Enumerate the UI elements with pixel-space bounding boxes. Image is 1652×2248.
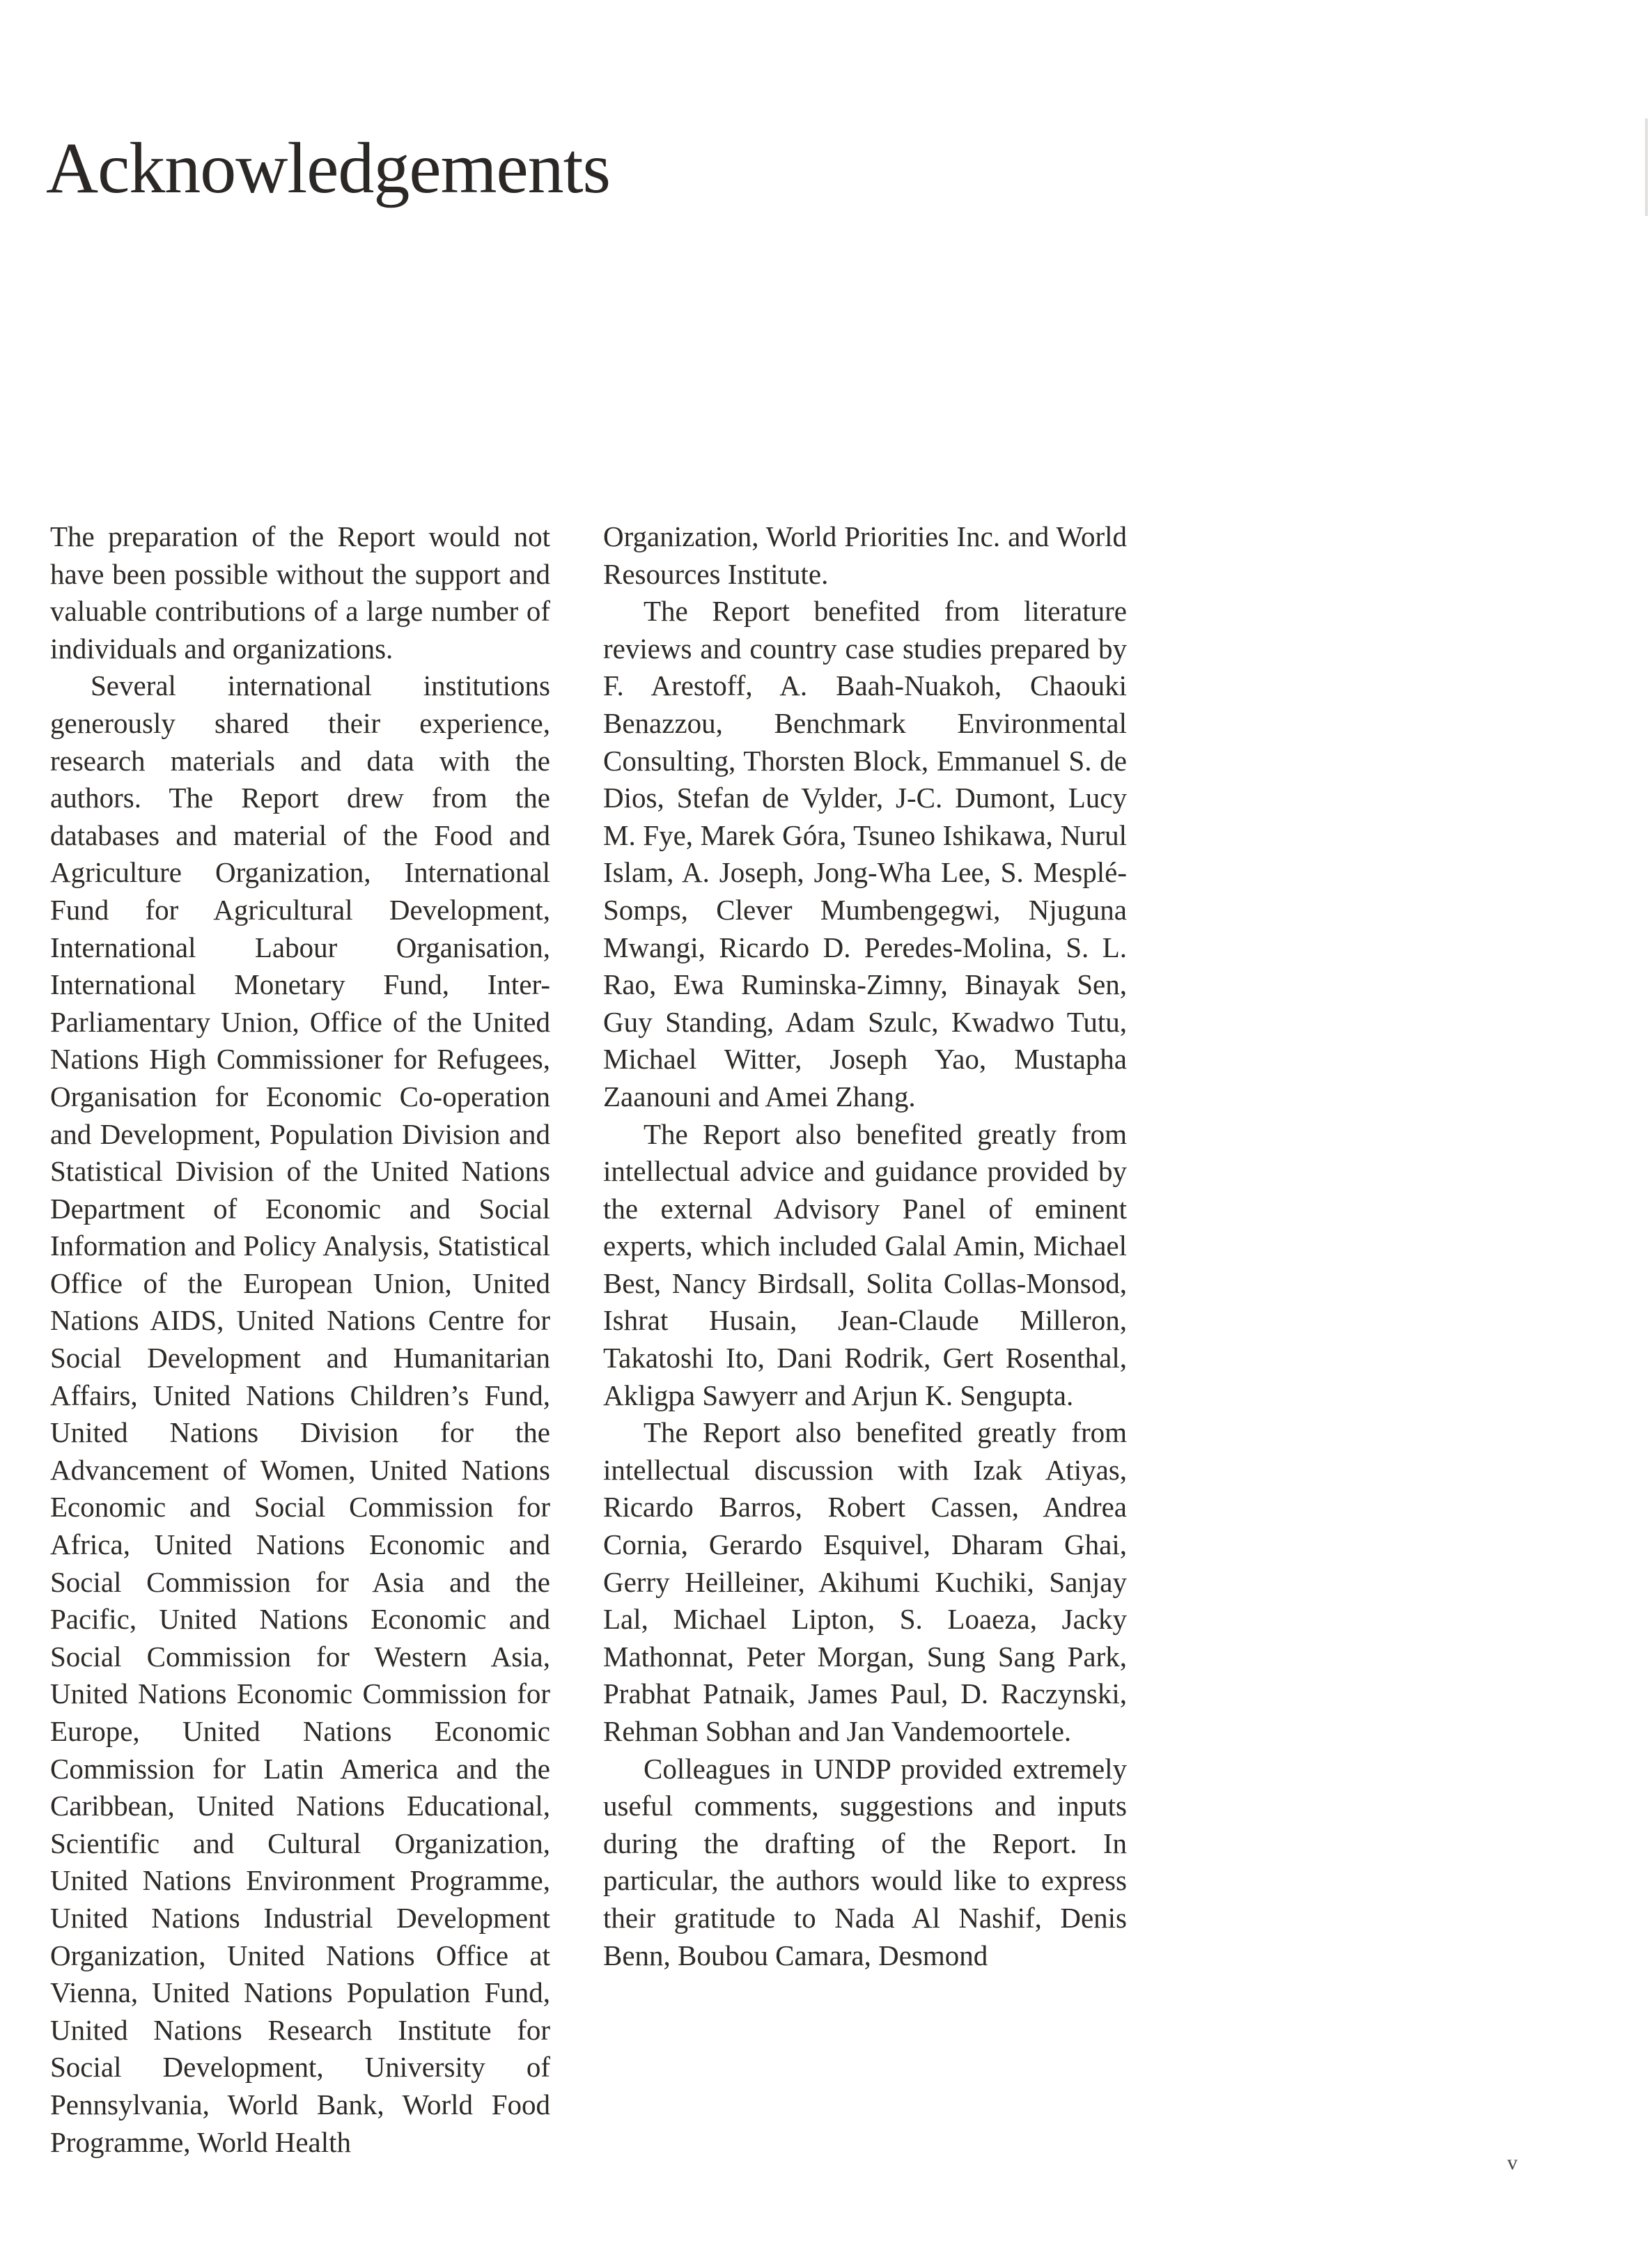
right-paragraph-2: The Report benefited from literature reviews and country case studies prepared by F. Arestoff, A. Baah-Nuakoh, Chaouki Benazzou, Benchmark Environmental Consulting, Thorsten Block, Emmanuel S. de Dios, Stefan de Vylder, J-C. Dumont, Lucy M. Fye, Marek Góra, Tsuneo Ishikawa, Nurul Islam, A. Joseph, Jong-Wha Lee, S. Mesplé-Somps, Clever Mumbengegwi, Njuguna Mwangi, Ricardo D. Peredes-Molina, S. L. Rao, Ewa Ruminska-Zimny, Binayak Sen, Guy Standing, Adam Szulc, Kwadwo Tutu, Michael Witter, Joseph Yao, Mustapha Zaanouni and Amei Zhang. <box>603 595 1127 1113</box>
page-title: Acknowledgements <box>46 128 611 208</box>
left-paragraph-1: The preparation of the Report would not have been possible without the support and valuable contributions of a large number of individuals and organizations. <box>50 520 550 665</box>
right-paragraph-4: The Report also benefited greatly from intellectual discussion with Izak Atiyas, Ricardo Barros, Robert Cassen, Andrea Cornia, Gerardo Esquivel, Dharam Ghai, Gerry Heilleiner, Akihumi Kuchiki, Sanjay Lal, Michael Lipton, S. Loaeza, Jacky Mathonnat, Peter Morgan, Sung Sang Park, Prabhat Patnaik, James Paul, D. Raczynski, Rehman Sobhan and Jan Vandemoortele. <box>603 1416 1127 1747</box>
left-paragraph-2: Several international institutions generously shared their experience, research materials and data with the authors. The Report drew from the databases and material of the Food and Agriculture Organization, International Fund for Agricultural Development, International Labour Organisation, International Monetary Fund, Inter-Parliamentary Union, Office of the United Nations High Commissioner for Refugees, Organisation for Economic Co-operation and Development, Population Division and Statistical Division of the United Nations Department of Economic and Social Information and Policy Analysis, Statistical Office of the European Union, United Nations AIDS, United Nations Centre for Social Development and Humanitarian Affairs, United Nations Children’s Fund, United Nations Division for the Advancement of Women, United Nations Economic and Social Commission for Africa, United Nations Economic and Social Commission for Asia and the Pacific, United Nations Economic and Social Commission for Western Asia, United Nations Economic Commission for Europe, United Nations Economic Commission for Latin America and the Caribbean, United Nations Educational, Scientific and Cultural Organization, United Nations Environment Programme, United Nations Industrial Development Organization, United Nations Office at Vienna, United Nations Population Fund, United Nations Research Institute for Social Development, University of Pennsylvania, World Bank, World Food Programme, World Health <box>50 669 550 2158</box>
left-column <box>50 518 550 2161</box>
right-paragraph-1: Organization, World Priorities Inc. and World Resources Institute. <box>603 520 1127 590</box>
page-number: v <box>1507 2151 1518 2174</box>
right-paragraph-5: Colleagues in UNDP provided extremely useful comments, suggestions and inputs during the drafting of the Report. In particular, the authors would like to express their gratitude to Nada Al Nashif, Denis Benn, Boubou Camara, Desmond <box>603 1752 1127 1971</box>
right-column <box>603 518 1127 1974</box>
page-edge-mark <box>1645 118 1648 216</box>
right-paragraph-3: The Report also benefited greatly from intellectual advice and guidance provided by the external Advisory Panel of eminent experts, which included Galal Amin, Michael Best, Nancy Birdsall, Solita Collas-Monsod, Ishrat Husain, Jean-Claude Milleron, Takatoshi Ito, Dani Rodrik, Gert Rosenthal, Akligpa Sawyerr and Arjun K. Sengupta. <box>603 1117 1127 1411</box>
